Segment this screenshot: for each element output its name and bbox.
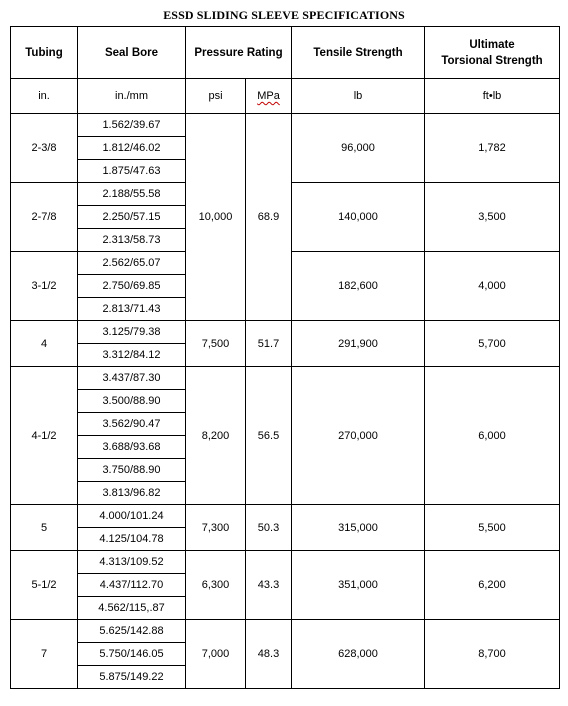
torsional-cell: 6,200 [425,551,560,620]
header-tubing: Tubing [11,27,78,79]
seal-bore-cell: 1.812/46.02 [78,137,186,160]
tensile-cell: 291,900 [292,321,425,367]
tubing-cell: 2-3/8 [11,114,78,183]
tensile-cell: 140,000 [292,183,425,252]
seal-bore-cell: 3.312/84.12 [78,344,186,367]
seal-bore-cell: 3.688/93.68 [78,436,186,459]
seal-bore-cell: 5.875/149.22 [78,666,186,689]
tubing-cell: 4-1/2 [11,367,78,505]
tensile-cell: 182,600 [292,252,425,321]
specifications-table [10,26,560,689]
seal-bore-cell: 4.313/109.52 [78,551,186,574]
torsional-cell: 3,500 [425,183,560,252]
seal-bore-cell: 3.500/88.90 [78,390,186,413]
seal-bore-cell: 1.875/47.63 [78,160,186,183]
seal-bore-cell: 4.000/101.24 [78,505,186,528]
torsional-cell: 8,700 [425,620,560,689]
psi-cell-shared: 10,000 [186,114,246,321]
tensile-cell: 96,000 [292,114,425,183]
seal-bore-cell: 3.562/90.47 [78,413,186,436]
unit-tubing: in. [11,79,78,114]
mpa-cell: 43.3 [246,551,292,620]
seal-bore-cell: 5.625/142.88 [78,620,186,643]
unit-mpa [246,79,292,114]
mpa-cell-shared: 68.9 [246,114,292,321]
header-pressure-rating: Pressure Rating [186,27,292,79]
tensile-cell: 628,000 [292,620,425,689]
seal-bore-cell: 4.437/112.70 [78,574,186,597]
psi-cell: 8,200 [186,367,246,505]
seal-bore-cell: 2.313/58.73 [78,229,186,252]
mpa-cell: 56.5 [246,367,292,505]
torsional-cell: 5,700 [425,321,560,367]
header-torsional-line2: Torsional Strength [441,54,543,67]
header-tensile-strength: Tensile Strength [292,27,425,79]
tubing-cell: 5-1/2 [11,551,78,620]
unit-torsional: ft•lb [425,79,560,114]
seal-bore-cell: 2.813/71.43 [78,298,186,321]
unit-psi: psi [186,79,246,114]
seal-bore-cell: 3.750/88.90 [78,459,186,482]
seal-bore-cell: 3.125/79.38 [78,321,186,344]
seal-bore-cell: 2.750/69.85 [78,275,186,298]
psi-cell: 7,000 [186,620,246,689]
seal-bore-cell: 5.750/146.05 [78,643,186,666]
seal-bore-cell: 3.813/96.82 [78,482,186,505]
seal-bore-cell: 4.562/115,.87 [78,597,186,620]
header-torsional-strength [425,27,560,79]
seal-bore-cell: 4.125/104.78 [78,528,186,551]
header-torsional-line1: Ultimate [469,38,515,51]
tubing-cell: 7 [11,620,78,689]
mpa-cell: 50.3 [246,505,292,551]
torsional-cell: 6,000 [425,367,560,505]
torsional-cell: 5,500 [425,505,560,551]
seal-bore-cell: 2.188/55.58 [78,183,186,206]
tubing-cell: 3-1/2 [11,252,78,321]
tensile-cell: 270,000 [292,367,425,505]
tubing-cell: 5 [11,505,78,551]
page-title: ESSD SLIDING SLEEVE SPECIFICATIONS [163,8,405,22]
header-seal-bore: Seal Bore [78,27,186,79]
seal-bore-cell: 3.437/87.30 [78,367,186,390]
psi-cell: 6,300 [186,551,246,620]
mpa-cell: 51.7 [246,321,292,367]
unit-seal-bore: in./mm [78,79,186,114]
tensile-cell: 315,000 [292,505,425,551]
unit-tensile: lb [292,79,425,114]
psi-cell: 7,500 [186,321,246,367]
seal-bore-cell: 1.562/39.67 [78,114,186,137]
tensile-cell: 351,000 [292,551,425,620]
seal-bore-cell: 2.250/57.15 [78,206,186,229]
psi-cell: 7,300 [186,505,246,551]
unit-mpa-text: MPa [257,90,280,102]
torsional-cell: 1,782 [425,114,560,183]
mpa-cell: 48.3 [246,620,292,689]
seal-bore-cell: 2.562/65.07 [78,252,186,275]
tubing-cell: 4 [11,321,78,367]
tubing-cell: 2-7/8 [11,183,78,252]
torsional-cell: 4,000 [425,252,560,321]
